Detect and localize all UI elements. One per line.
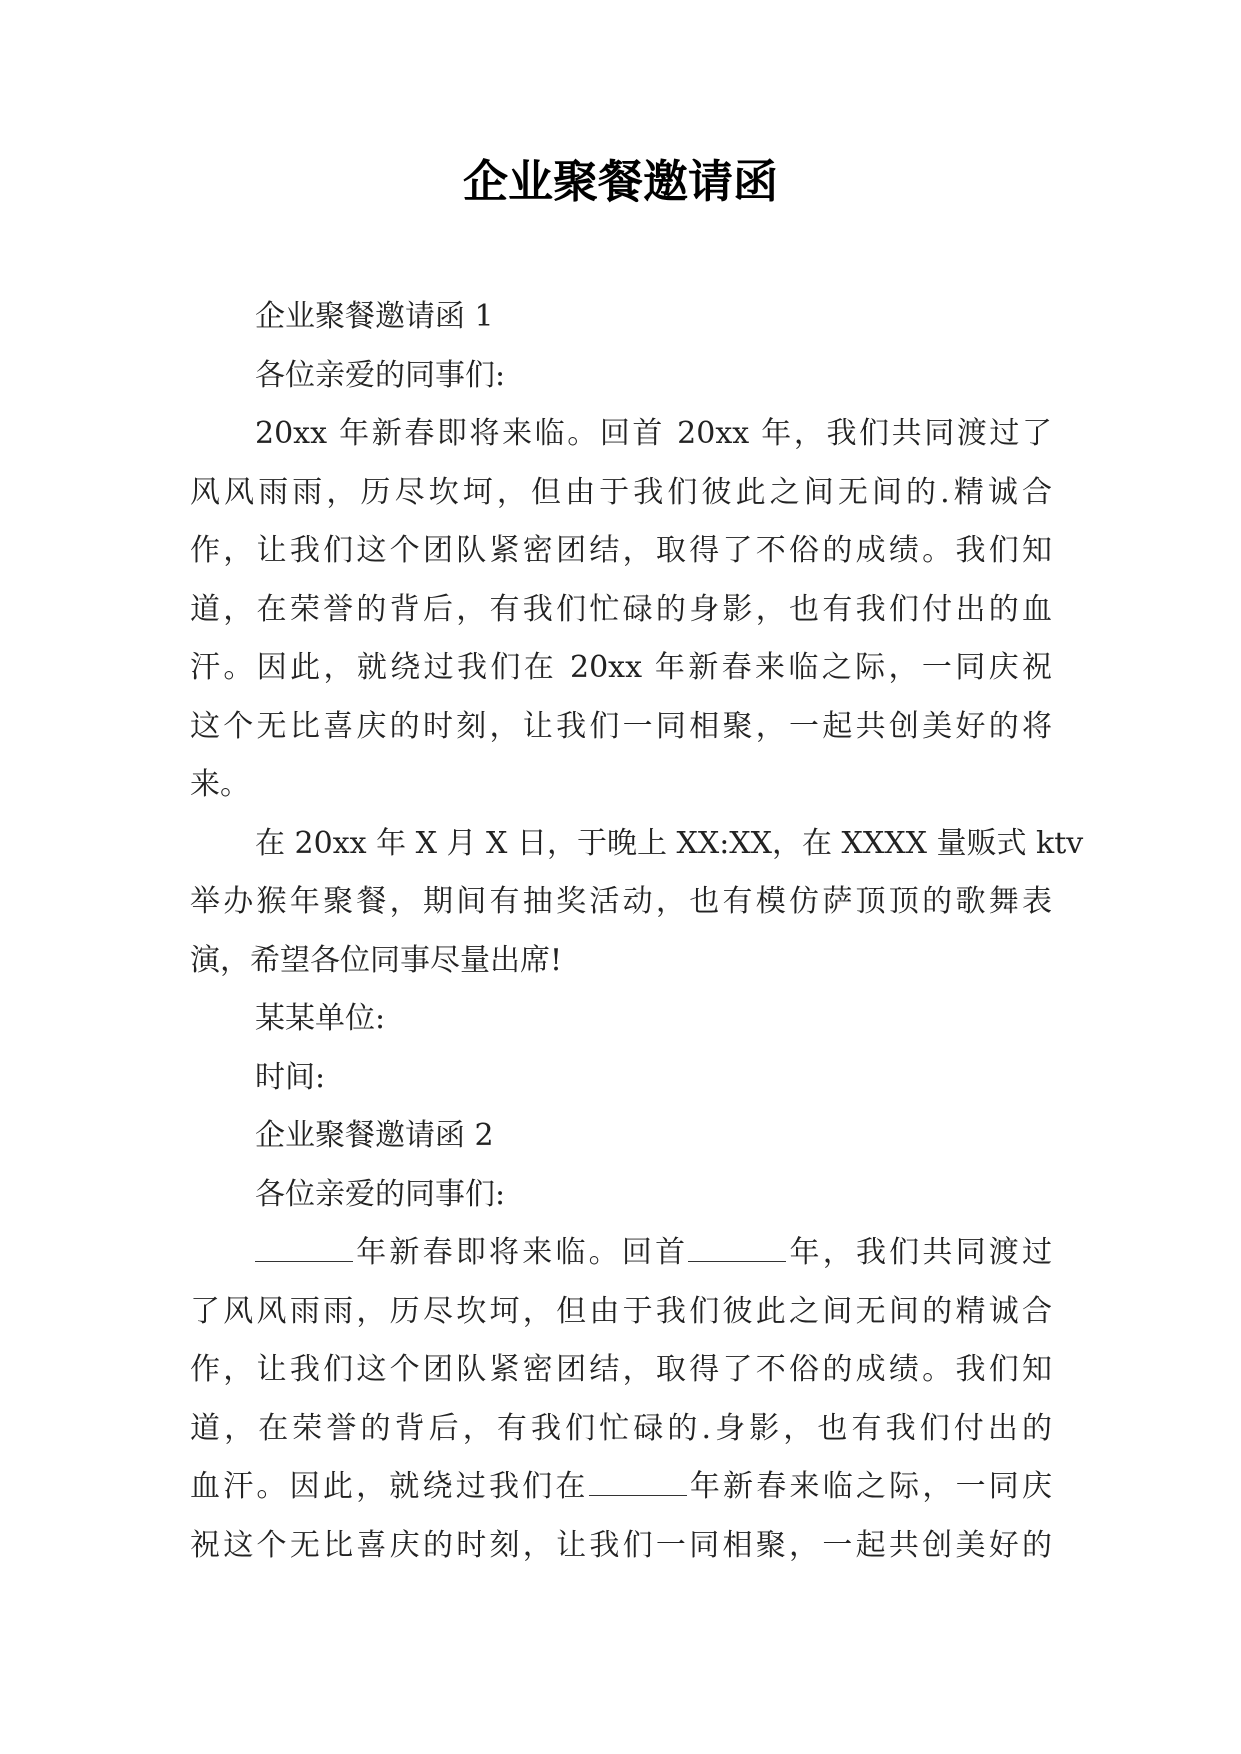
- letter2-heading: 企业聚餐邀请函 2: [255, 1118, 494, 1153]
- text-line: 道，在荣誉的背后，有我们忙碌的身影，也有我们付出的血: [190, 591, 1052, 627]
- text-line: 作，让我们这个团队紧密团结，取得了不俗的成绩。我们知: [190, 533, 1052, 568]
- letter1-time: 时间:: [255, 1059, 326, 1095]
- text-line: 祝这个无比喜庆的时刻，让我们一同相聚，一起共创美好的: [190, 1527, 1052, 1563]
- text-line: 风风雨雨，历尽坎坷，但由于我们彼此之间无间的.精诚合: [190, 474, 1052, 510]
- text-line: 在 20xx 年 X 月 X 日，于晚上 XX:XX，在 XXXX 量贩式 ktv: [255, 825, 1084, 861]
- document-title: 企业聚餐邀请函: [462, 155, 778, 208]
- text-line: 这个无比喜庆的时刻，让我们一同相聚，一起共创美好的将: [190, 708, 1052, 744]
- text-line: [190, 1458, 1052, 1517]
- text-segment: 血汗。因此，就绕过我们在: [190, 1469, 589, 1504]
- letter1-heading: 企业聚餐邀请函 1: [255, 299, 494, 334]
- document-body: [190, 288, 1084, 1575]
- fill-in-blank: [255, 1231, 353, 1262]
- text-segment: 年，我们共同渡过: [786, 1235, 1053, 1270]
- letter2-salutation: 各位亲爱的同事们:: [255, 1176, 506, 1212]
- fill-in-blank: [688, 1231, 786, 1262]
- letter1-sender: 某某单位:: [255, 1001, 386, 1036]
- text-line: 举办猴年聚餐，期间有抽奖活动，也有模仿萨顶顶的歌舞表: [190, 884, 1052, 919]
- fill-in-blank: [589, 1465, 687, 1496]
- letter1-paragraph2: [190, 815, 1084, 991]
- text-segment: 年新春即将来临。回首: [353, 1235, 689, 1270]
- text-line: 来。: [190, 767, 250, 802]
- text-line: 道，在荣誉的背后，有我们忙碌的.身影，也有我们付出的: [190, 1410, 1052, 1446]
- letter1-salutation: 各位亲爱的同事们:: [255, 357, 506, 393]
- letter2-paragraph1: [190, 1224, 1052, 1575]
- text-segment: 年新春来临之际，一同庆: [686, 1469, 1053, 1504]
- text-line: 20xx 年新春即将来临。回首 20xx 年，我们共同渡过了: [255, 416, 1052, 451]
- text-line: 作，让我们这个团队紧密团结，取得了不俗的成绩。我们知: [190, 1352, 1052, 1387]
- text-line: 演，希望各位同事尽量出席!: [190, 942, 563, 978]
- letter1-paragraph1: [190, 405, 1052, 815]
- text-line: 了风风雨雨，历尽坎坷，但由于我们彼此之间无间的精诚合: [190, 1293, 1052, 1329]
- text-line: 汗。因此，就绕过我们在 20xx 年新春来临之际，一同庆祝: [190, 650, 1052, 685]
- text-line: [190, 1224, 1052, 1283]
